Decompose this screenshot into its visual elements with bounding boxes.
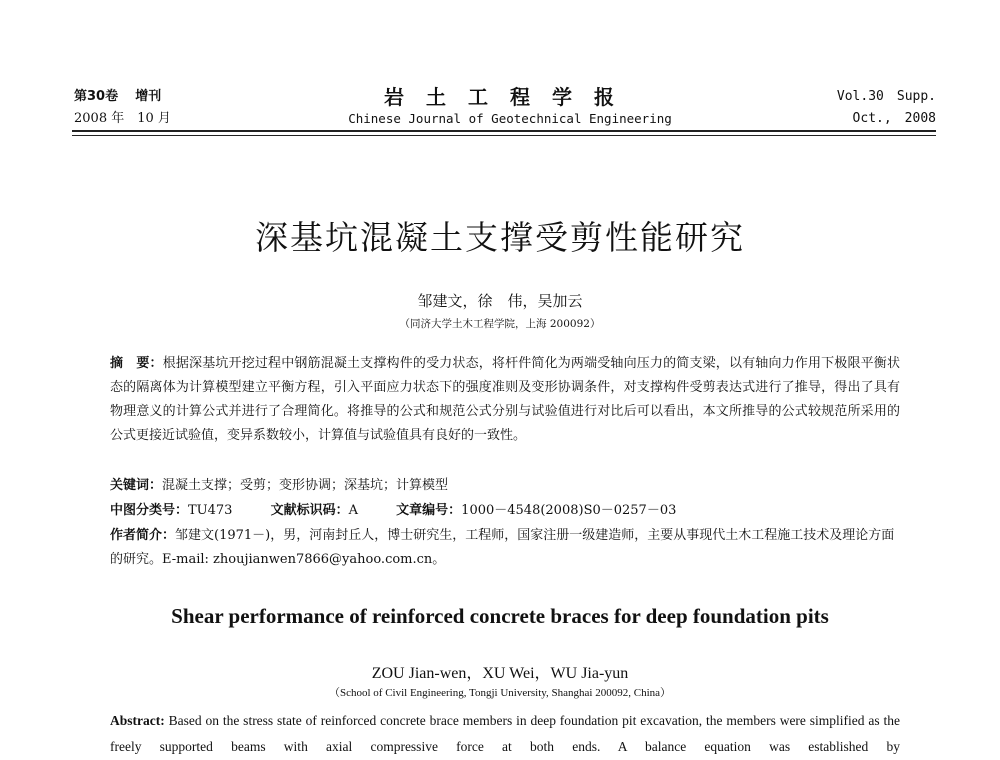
supplement-cn: 增刊 [135,89,162,104]
paper-title-cn: 深基坑混凝土支撑受剪性能研究 [255,218,745,257]
authors-en: ZOU Jian-wen，XU Wei，WU Jia-yun [371,665,629,682]
author-bio-cn [110,524,900,572]
keywords-cn-text: 混凝土支撑；受剪；变形协调；深基坑；计算模型 [162,478,449,493]
abstract-cn-label: 摘 要： [110,356,163,371]
authors-cn: 邹建文，徐 伟，吴加云 [417,292,583,310]
abstract-cn [110,352,900,448]
header-rule-thick [72,130,936,132]
header-left [74,86,171,130]
journal-name-cn: 岩土工程学报 [384,85,636,109]
abstract-en-label: Abstract: [110,713,165,728]
abstract-en [110,708,900,760]
doc-code-value: A [348,503,359,518]
affiliation-en: （School of Civil Engineering, Tongji University, Shanghai 200092, China） [328,687,672,699]
article-number-value: 1000－4548(2008)S0－0257－03 [461,503,677,518]
article-number-label: 文章编号： [396,503,462,518]
doc-code-label: 文献标识码： [270,503,349,518]
header-rule-thin [72,135,936,136]
author-bio-text: 邹建文(1971－)，男，河南封丘人，博士研究生，工程师，国家注册一级建造师，主要从事现代土木工程施工技术及理论方面的研究。E-mail: zhoujianwen7866@yahoo.com.cn。 [110,528,895,567]
volume-en: Vol.30 Supp. [836,89,936,104]
clc-value: TU473 [188,503,233,518]
paper-title-en: Shear performance of reinforced concrete braces for deep foundation pits [171,604,829,628]
header-right [837,86,936,130]
keywords-cn [110,474,900,498]
header-center [300,86,720,130]
abstract-cn-text: 根据深基坑开挖过程中钢筋混凝土支撑构件的受力状态，将杆件简化为两端受轴向压力的简支梁，以有轴向力作用下极限平衡状态的隔离体为计算模型建立平衡方程，引入平面应力状态下的强度准则及变形协调条件，对支撑构件受剪表达式进行了推导，得出了具有物理意义的计算公式并进行了合理简化。将推导的公式和规范公式分别与试验值进行对比后可以看出，本文所推导的公式较规范所采用的公式更接近试验值，变异系数较小，计算值与试验值具有良好的一致性。 [110,356,900,443]
classification-row [110,499,900,523]
volume-cn: 第30卷 [74,89,119,104]
author-bio-label: 作者简介： [110,528,176,543]
clc-label: 中图分类号： [110,503,189,518]
abstract-en-text: Based on the stress state of reinforced concrete brace members in deep foundation pit excavation, the members were simplified as the freely supported beams with axial compressive force at both ends. A balance equation was established by [110,713,900,754]
keywords-cn-label: 关键词： [110,478,163,493]
date-cn: 2008 年 10 月 [74,111,171,126]
date-en: Oct., 2008 [852,111,936,126]
affiliation-cn: （同济大学土木工程学院，上海 200092） [399,318,601,330]
journal-name-en: Chinese Journal of Geotechnical Engineering [348,111,672,126]
